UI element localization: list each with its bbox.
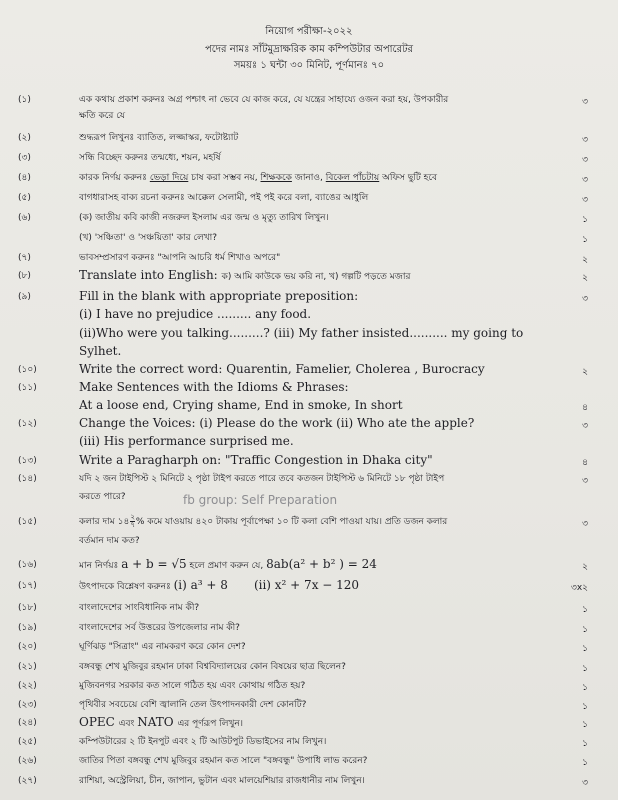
question-text: শুদ্ধরূপ লিখুনঃ ব্যাতিত, লজ্জাস্কর, ফটোষ্ট্যাট — [79, 133, 239, 143]
math-expression: (i) a³ + 8 — [173, 578, 228, 592]
question-row — [0, 289, 618, 309]
exam-title: নিয়োগ পরীক্ষা-২০২২ — [265, 26, 353, 37]
question-text: (i) I have no prejudice ......... any food. — [79, 307, 312, 321]
question-number: (১০) — [18, 365, 37, 375]
question-number: (১৪) — [18, 474, 37, 484]
question-row — [0, 471, 618, 491]
question-row — [0, 639, 618, 659]
question-row — [0, 362, 618, 382]
question-row — [0, 578, 618, 598]
question-text: Write the correct word: Quarentin, Famelier, Cholerea , Burocracy — [79, 362, 485, 376]
question-row — [0, 380, 618, 400]
question-mark: ১ — [582, 644, 588, 654]
question-number: (২২) — [18, 681, 37, 691]
question-number: (২৭) — [18, 776, 37, 786]
time-and-marks: সময়ঃ ১ ঘন্টা ৩০ মিনিট, পূর্ণমানঃ ৭০ — [233, 60, 385, 71]
question-text: সন্ধি বিচ্ছেদ করুনঃ তন্মধ্যে, শয়ন, মহর্ষি — [79, 153, 221, 163]
underlined-word: বিকেল পাঁচটায় — [325, 173, 380, 183]
question-row — [0, 170, 618, 190]
question-mark: ৪ — [582, 403, 588, 413]
question-row — [0, 150, 618, 170]
question-text: Write a Paragharph on: "Traffic Congestion in Dhaka city" — [79, 453, 433, 467]
question-text: (ii)Who were you talking.........? (iii) My father insisted.......... my going to — [79, 326, 524, 340]
question-mark: ১ — [582, 702, 588, 712]
question-text: Make Sentences with the Idioms & Phrases: — [79, 380, 349, 394]
question-row — [0, 250, 618, 270]
question-number: (২১) — [18, 662, 37, 672]
question-number: (১৬) — [18, 560, 37, 570]
question-text: কলার দাম ১৪ ২ ৭ % কমে যাওয়ায় ৪২০ টাকায় পূর্বাপেক্ষা ১০ টি কলা বেশি পাওয়া যায়। প্রতি ডজন কলার — [79, 514, 448, 529]
question-number: (৬) — [18, 213, 31, 223]
question-mark: ৩ — [582, 195, 588, 205]
question-row — [0, 659, 618, 679]
question-mark: ১ — [582, 664, 588, 674]
question-text: রাশিয়া, অস্ট্রেলিয়া, চীন, জাপান, ভুটান এবং মালয়েশিয়ার রাজধানীর নাম লিখুন। — [79, 776, 365, 786]
question-number: (১৫) — [18, 517, 37, 527]
underlined-word: শিক্ষককে — [260, 173, 292, 183]
question-text: ক্ষতি করে যে — [79, 111, 126, 121]
underlined-word: ভেড়া দিয়ে — [149, 173, 189, 183]
question-number: (১৩) — [18, 456, 37, 466]
question-text: মান নির্ণয়ঃ a + b = √5 হলে প্রমাণ করুন যে, 8ab(a² + b² ) = 24 — [79, 557, 377, 571]
math-expression: a + b = √5 — [121, 557, 187, 571]
question-text: (খ) 'সঞ্চিতা' ও 'সঞ্চয়িতা' কার লেখা? — [79, 233, 218, 243]
question-row — [0, 434, 618, 454]
question-mark: ৩ — [582, 135, 588, 145]
question-mark: ১ — [582, 720, 588, 730]
question-text: Translate into English: ক) আমি কাউকে ভয় করি না, খ) গল্পটি পড়তে মজার — [79, 268, 411, 282]
question-text: ঘূর্ণিঝড় "সিত্রাং" এর নামকরণ করে কোন দেশ? — [79, 642, 246, 652]
question-mark: ১ — [582, 235, 588, 245]
watermark-text: fb group: Self Preparation — [183, 493, 338, 507]
question-row — [0, 715, 618, 735]
question-row — [0, 230, 618, 250]
question-number: (১১) — [18, 383, 37, 393]
question-text: উৎপাদকে বিশ্লেষণ করুনঃ (i) a³ + 8 (ii) x² + 7x − 120 — [79, 578, 360, 592]
question-mark: ১ — [582, 215, 588, 225]
question-mark: ১ — [582, 739, 588, 749]
question-text: বাংলাদেশের সাংবিধানিক নাম কী? — [79, 603, 200, 613]
question-number: (২৬) — [18, 756, 37, 766]
question-text: বঙ্গবন্ধু শেখ মুজিবুর রহমান ঢাকা বিশ্ববিদ্যালয়ের কোন বিষয়ের ছাত্র ছিলেন? — [79, 662, 346, 672]
question-number: (২৩) — [18, 700, 37, 710]
question-mark: ৩x২ — [570, 583, 588, 593]
question-mark: ৩ — [582, 778, 588, 788]
question-number: (১৭) — [18, 581, 37, 591]
question-text: Fill in the blank with appropriate preposition: — [79, 289, 359, 303]
question-mark: ৩ — [582, 519, 588, 529]
question-mark: ৪ — [582, 458, 588, 468]
question-text: বাংলাদেশের সর্ব উত্তরের উপজেলার নাম কী? — [79, 623, 240, 633]
question-row — [0, 557, 618, 577]
question-mark: ১ — [582, 625, 588, 635]
question-row — [0, 514, 618, 534]
question-number: (৯) — [18, 292, 31, 302]
question-mark: ৩ — [582, 155, 588, 165]
question-text: (iii) His performance surprised me. — [79, 434, 294, 448]
question-mark: ১ — [582, 758, 588, 768]
question-text: Sylhet. — [79, 344, 122, 358]
question-number: (২০) — [18, 642, 37, 652]
question-mark: ২ — [582, 562, 588, 572]
question-mark: ৩ — [582, 97, 588, 107]
question-text: পৃথিবীর সবচেয়ে বেশি জ্বালানি তেল উৎপাদনকারী দেশ কোনটি? — [79, 700, 307, 710]
question-row — [0, 697, 618, 717]
question-mark: ৩ — [582, 476, 588, 486]
fraction-numerator: ২ — [130, 514, 135, 521]
question-mark: ১ — [582, 683, 588, 693]
question-number: (১৮) — [18, 603, 37, 613]
question-number: (২৪) — [18, 718, 37, 728]
question-text: যদি ২ জন টাইপিস্ট ২ মিনিটে ২ পৃষ্ঠা টাইপ করতে পারে তবে কতজন টাইপিস্ট ৬ মিনিটে ১৮ পৃষ্ঠা টাইপ — [79, 474, 445, 484]
question-row — [0, 773, 618, 793]
question-mark: ২ — [582, 367, 588, 377]
question-text: বাগধারাসহ বাক্য রচনা করুনঃ আক্কেল সেলামী, পই পই করে বলা, ব্যাঙের আধুলি — [79, 193, 369, 203]
question-row — [0, 753, 618, 773]
question-text: কম্পিউটারের ২ টি ইনপুট এবং ২ টি আউটপুট ডিভাইসের নাম লিখুন। — [79, 737, 327, 747]
math-expression: 8ab(a² + b² ) = 24 — [266, 557, 377, 571]
post-name: পদের নামঃ সাঁটমুদ্রাক্ষরিক কাম কম্পিউটার অপারেটর — [204, 44, 414, 55]
question-row — [0, 600, 618, 620]
question-number: (১৯) — [18, 623, 37, 633]
question-row — [0, 620, 618, 640]
question-row — [0, 130, 618, 150]
question-row — [0, 533, 618, 553]
question-number: (২) — [18, 133, 31, 143]
question-text: জাতির পিতা বঙ্গবন্ধু শেখ মুজিবুর রহমান কত সালে "বঙ্গবন্ধু" উপাধি লাভ করেন? — [79, 756, 368, 766]
question-text: At a loose end, Crying shame, End in smoke, In short — [79, 398, 403, 412]
question-text: বর্তমান দাম কত? — [79, 536, 140, 546]
question-text: কারক নির্ণয় করুনঃ ভেড়া দিয়ে চাষ করা সম্ভব নয়, শিক্ষককে জানাও, বিকেল পাঁচটায় অফিস ছুটি হবে — [79, 173, 437, 183]
question-number: (৪) — [18, 173, 31, 183]
question-text: (ক) জাতীয় কবি কাজী নজরুল ইসলাম এর জন্ম ও মৃত্যু তারিখ লিখুন। — [79, 213, 329, 223]
question-row — [0, 108, 618, 128]
question-row — [0, 268, 618, 288]
question-row — [0, 326, 618, 346]
question-text: ভাবসম্প্রসারণ করুনঃ "আপনি আচরি ধর্ম শিখাও অপরে" — [79, 253, 281, 263]
question-number: (৫) — [18, 193, 31, 203]
question-number: (৭) — [18, 253, 31, 263]
question-row — [0, 734, 618, 754]
question-text: OPEC এবং NATO এর পূর্ণরূপ লিখুন। — [79, 715, 243, 729]
question-row — [0, 210, 618, 230]
question-number: (৮) — [18, 271, 31, 281]
question-number: (১) — [18, 95, 31, 105]
question-mark: ৩ — [582, 421, 588, 431]
question-row — [0, 678, 618, 698]
question-row — [0, 190, 618, 210]
question-row — [0, 453, 618, 473]
question-row — [0, 398, 618, 418]
question-mark: ১ — [582, 605, 588, 615]
fraction-denominator: ৭ — [130, 521, 135, 529]
question-text: মুজিবনগর সরকার কত সালে গঠিত হয় এবং কোথায় গঠিত হয়? — [79, 681, 306, 691]
question-text: এক কথায় প্রকাশ করুনঃ অগ্র পশ্চাৎ না ভেবে যে কাজ করে, যে যন্ত্রের সাহায্যে ওজন করা হয়, উপকারীর — [79, 95, 449, 105]
question-text: Change the Voices: (i) Please do the work (ii) Who ate the apple? — [79, 416, 475, 430]
question-row — [0, 344, 618, 364]
question-mark: ২ — [582, 255, 588, 265]
question-number: (৩) — [18, 153, 31, 163]
question-mark: ৩ — [582, 294, 588, 304]
question-row — [0, 416, 618, 436]
question-mark: ৩ — [582, 175, 588, 185]
question-row — [0, 307, 618, 327]
question-number: (১২) — [18, 419, 37, 429]
math-expression: (ii) x² + 7x − 120 — [253, 578, 360, 592]
question-text: করতে পারে? — [79, 492, 126, 502]
question-mark: ২ — [582, 273, 588, 283]
question-number: (২৫) — [18, 737, 37, 747]
